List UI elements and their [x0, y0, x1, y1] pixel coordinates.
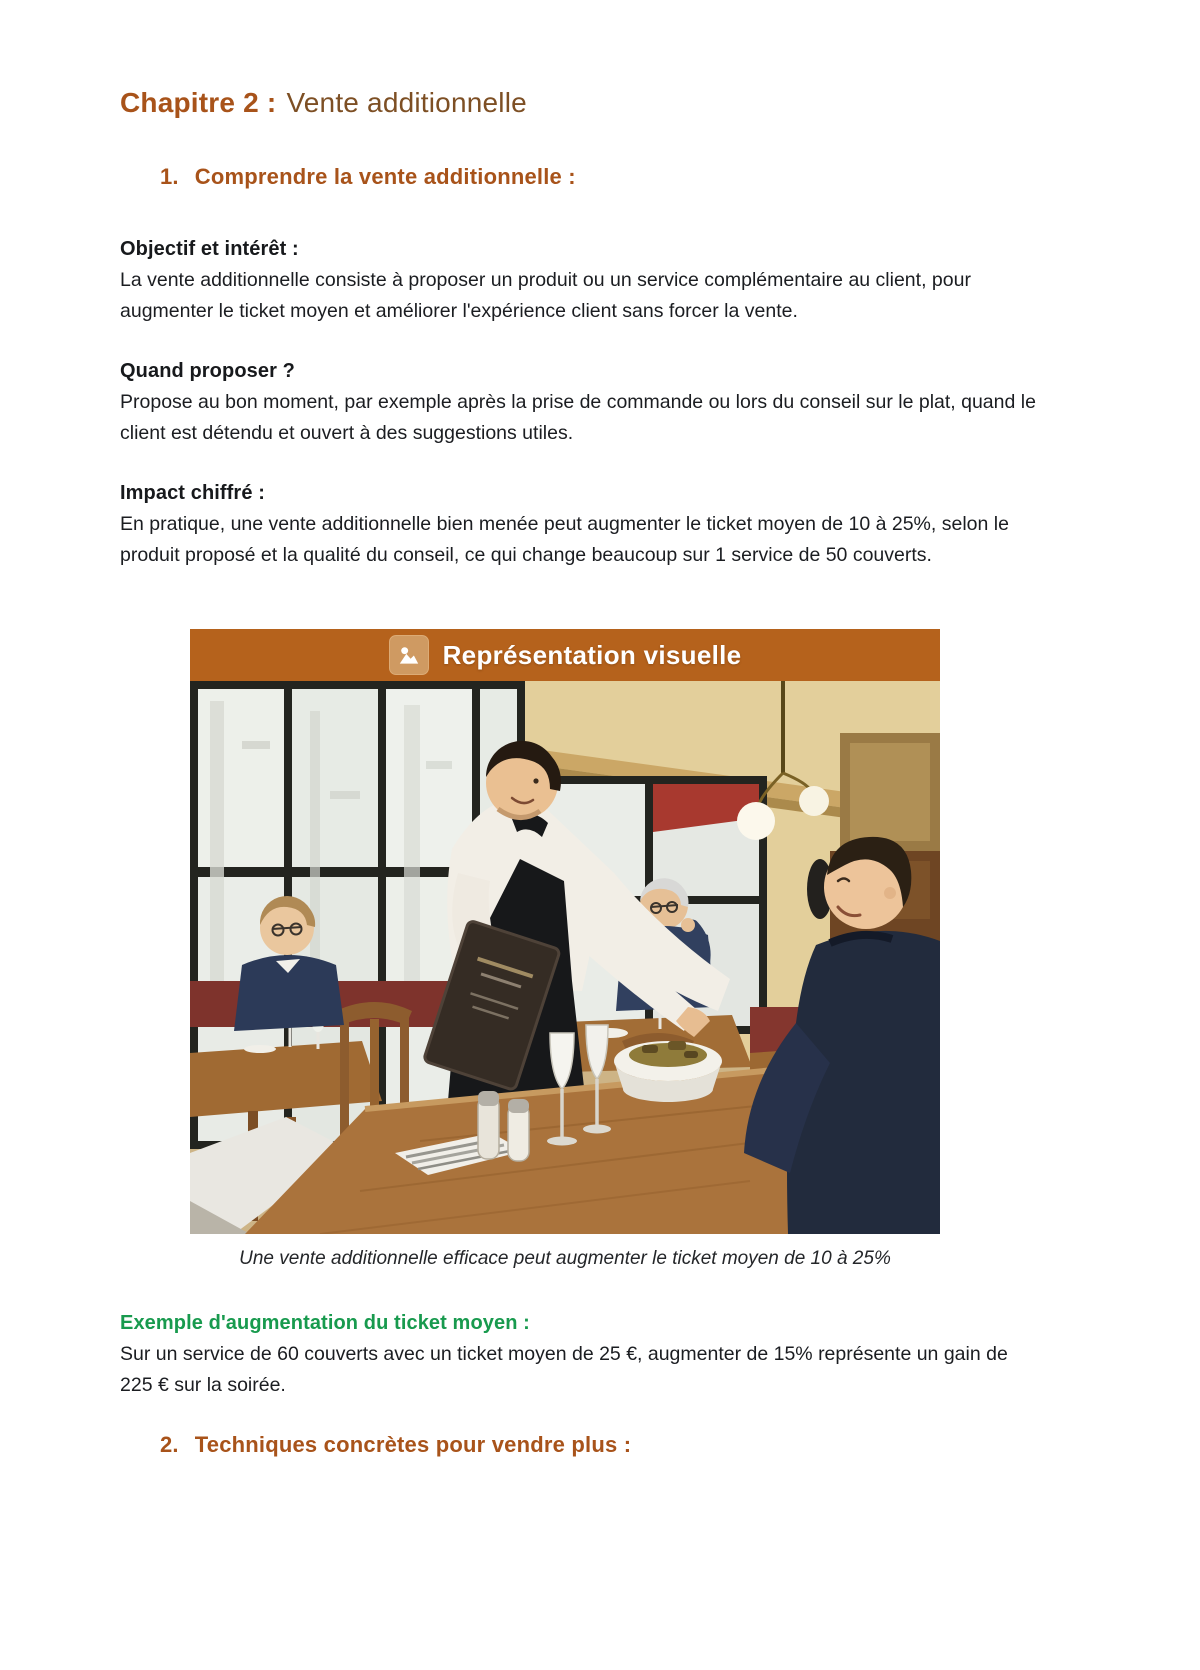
figure-caption: Une vente additionnelle efficace peut augmenter le ticket moyen de 10 à 25% [239, 1248, 891, 1269]
figure-banner [190, 629, 940, 681]
block-objectif-heading: Objectif et intérêt : [120, 238, 299, 260]
served-dish [614, 1041, 722, 1102]
chapter-title [120, 86, 1040, 120]
restaurant-photo [190, 681, 940, 1234]
figure-visual-representation [190, 629, 940, 1271]
block-impact [120, 480, 1040, 571]
figure-banner-label: Représentation visuelle [442, 639, 742, 670]
block-impact-body: En pratique, une vente additionnelle bien menée peut augmenter le ticket moyen de 10 à 25%, selon le produit proposé et la qualité du conseil, ce qui change beaucoup sur 1 service de 50 couverts. [120, 513, 1009, 566]
chapter-label: Chapitre 2 : [120, 87, 277, 118]
section-1-title: Comprendre la vente additionnelle : [194, 164, 576, 189]
block-impact-heading: Impact chiffré : [120, 482, 265, 504]
block-quand-body: Propose au bon moment, par exemple après la prise de commande ou lors du conseil sur le plat, quand le client est détendu et ouvert à des suggestions utiles. [120, 391, 1036, 444]
block-exemple [120, 1310, 1040, 1401]
section-1-heading [160, 164, 1040, 190]
block-exemple-heading: Exemple d'augmentation du ticket moyen : [120, 1312, 530, 1334]
block-exemple-body: Sur un service de 60 couverts avec un ticket moyen de 25 €, augmenter de 15% représente un gain de 225 € sur la soirée. [120, 1343, 1008, 1396]
section-2-number: 2. [160, 1432, 179, 1457]
section-2-heading [160, 1432, 1040, 1458]
block-quand [120, 358, 1040, 449]
image-icon [389, 635, 429, 675]
block-objectif-body: La vente additionnelle consiste à proposer un produit ou un service complémentaire au client, pour augmenter le ticket moyen et améliorer l'expérience client sans forcer la vente. [120, 269, 971, 322]
section-2-title: Techniques concrètes pour vendre plus : [194, 1432, 632, 1457]
block-quand-heading: Quand proposer ? [120, 360, 295, 382]
block-objectif [120, 236, 1040, 327]
section-1-number: 1. [160, 164, 179, 189]
chapter-subtitle: Vente additionnelle [286, 87, 527, 118]
